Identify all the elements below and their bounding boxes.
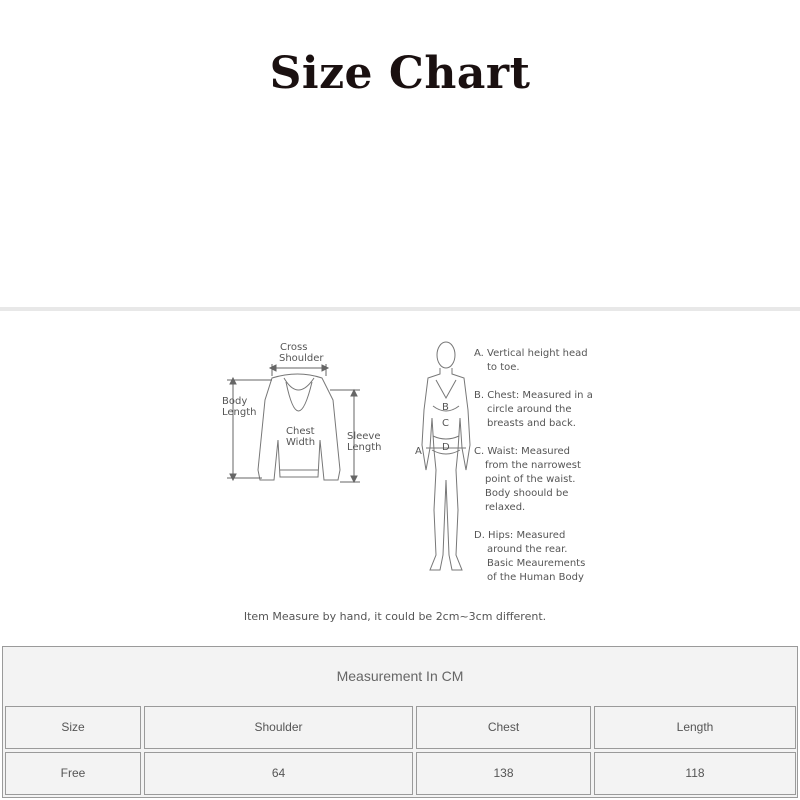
svg-text:A. Vertical height head: A. Vertical height head xyxy=(474,348,588,359)
svg-text:C. Waist: Measured: C. Waist: Measured xyxy=(474,446,571,457)
svg-text:around the rear.: around the rear. xyxy=(487,544,568,555)
body-length-label: Body xyxy=(222,396,248,407)
svg-text:relaxed.: relaxed. xyxy=(485,502,526,513)
page-title: Size Chart xyxy=(269,48,531,99)
body-label-c: C xyxy=(442,418,449,429)
table-cell-chest: 138 xyxy=(416,752,591,795)
svg-text:circle around the: circle around the xyxy=(487,404,572,415)
svg-text:of the Human Body: of the Human Body xyxy=(487,572,584,583)
table-title: Measurement In CM xyxy=(336,668,464,684)
svg-text:from the narrowest: from the narrowest xyxy=(485,460,581,471)
sleeve-length-label: Sleeve xyxy=(347,431,381,442)
legend-a xyxy=(474,348,588,373)
sleeve-length-label-2: Length xyxy=(347,442,382,453)
table-cell-shoulder: 64 xyxy=(144,752,413,795)
body-length-arrow xyxy=(227,378,272,480)
body-label-b: B xyxy=(442,402,449,413)
table-cell-length: 118 xyxy=(594,752,796,795)
svg-text:Basic Meaurements: Basic Meaurements xyxy=(487,558,586,569)
cross-shoulder-label: Cross xyxy=(280,342,308,353)
column-header-chest: Chest xyxy=(416,706,591,749)
legend-d xyxy=(474,530,585,583)
chest-width-label-2: Width xyxy=(286,437,316,448)
section-divider xyxy=(0,307,800,311)
chest-width-label: Chest xyxy=(286,426,315,437)
legend-b xyxy=(474,390,593,429)
body-length-label-2: Length xyxy=(222,407,257,418)
svg-text:D. Hips: Measured: D. Hips: Measured xyxy=(474,530,566,541)
table-cell-size: Free xyxy=(5,752,141,795)
size-table xyxy=(2,646,798,798)
svg-text:Body shoould be: Body shoould be xyxy=(485,488,569,499)
svg-text:to toe.: to toe. xyxy=(487,362,520,373)
column-header-size: Size xyxy=(5,706,141,749)
legend-c xyxy=(474,446,581,513)
body-label-a: A xyxy=(415,446,422,457)
body-label-d: D xyxy=(442,442,450,453)
measurement-diagram xyxy=(0,320,800,600)
cross-shoulder-label-2: Shoulder xyxy=(279,353,324,364)
column-header-length: Length xyxy=(594,706,796,749)
measure-note: Item Measure by hand, it could be 2cm~3cm different. xyxy=(243,610,547,623)
svg-text:B. Chest: Measured in a: B. Chest: Measured in a xyxy=(474,390,593,401)
svg-text:breasts and back.: breasts and back. xyxy=(487,418,576,429)
column-header-shoulder: Shoulder xyxy=(144,706,413,749)
human-body-figure xyxy=(422,342,470,570)
svg-text:point of the waist.: point of the waist. xyxy=(485,474,576,485)
